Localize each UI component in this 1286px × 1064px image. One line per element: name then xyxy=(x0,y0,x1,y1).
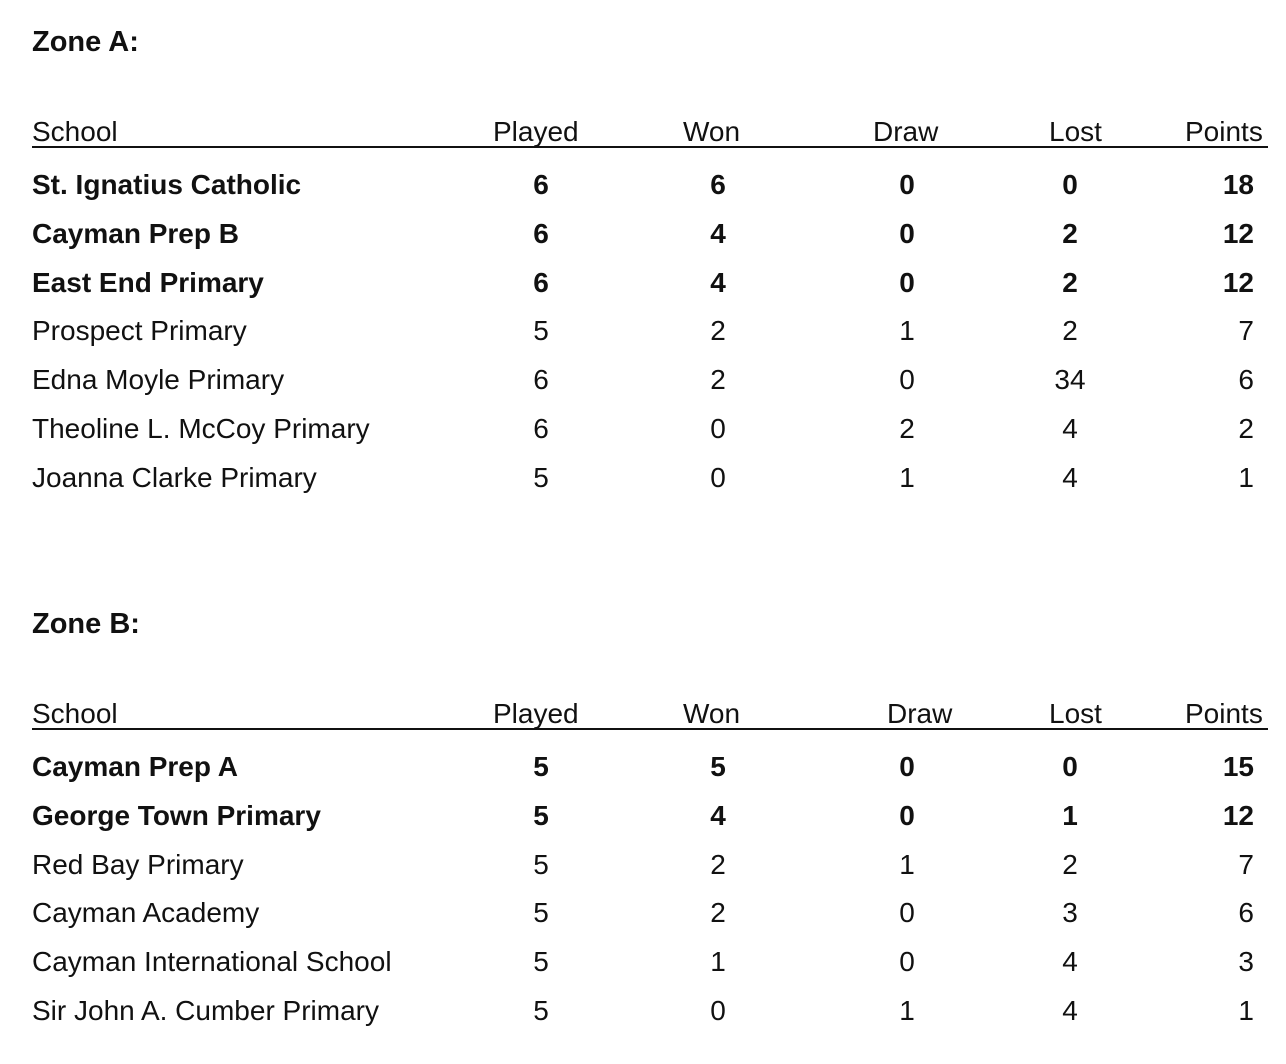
cell-played: 5 xyxy=(533,994,549,1026)
cell-won: 2 xyxy=(710,315,726,347)
cell-played: 6 xyxy=(533,364,549,396)
cell-won: 2 xyxy=(710,364,726,396)
cell-school: Sir John A. Cumber Primary xyxy=(32,994,379,1026)
cell-won: 2 xyxy=(710,897,726,929)
table-row xyxy=(32,743,1268,792)
cell-points: 3 xyxy=(1238,946,1254,978)
cell-won: 4 xyxy=(710,217,726,249)
cell-lost: 2 xyxy=(1062,848,1078,880)
header-played: Played xyxy=(493,698,579,729)
cell-points: 7 xyxy=(1238,315,1254,347)
table-row xyxy=(32,987,1268,1036)
cell-draw: 0 xyxy=(899,364,915,396)
cell-played: 5 xyxy=(533,946,549,978)
zone-b-title: Zone B: xyxy=(32,608,140,640)
cell-draw: 0 xyxy=(899,751,915,782)
cell-lost: 34 xyxy=(1054,364,1086,396)
cell-lost: 2 xyxy=(1062,266,1078,298)
cell-draw: 1 xyxy=(899,848,915,880)
table-row xyxy=(32,841,1268,890)
cell-played: 5 xyxy=(533,461,549,493)
cell-lost: 4 xyxy=(1062,412,1078,444)
cell-won: 4 xyxy=(710,799,726,831)
header-lost: Lost xyxy=(1049,698,1102,729)
cell-lost: 4 xyxy=(1062,946,1078,978)
cell-lost: 4 xyxy=(1062,994,1078,1026)
zone-b-rows xyxy=(32,743,1268,1036)
cell-played: 5 xyxy=(533,897,549,929)
zone-b-header-row xyxy=(32,696,1268,730)
cell-lost: 1 xyxy=(1062,799,1078,831)
cell-played: 6 xyxy=(533,169,549,200)
cell-school: St. Ignatius Catholic xyxy=(32,169,302,200)
cell-points: 18 xyxy=(1222,169,1254,200)
cell-school: Prospect Primary xyxy=(32,315,247,347)
cell-school: Cayman Prep A xyxy=(32,751,238,782)
cell-points: 1 xyxy=(1238,994,1254,1026)
cell-draw: 0 xyxy=(899,799,915,831)
cell-points: 1 xyxy=(1238,461,1254,493)
table-row xyxy=(32,210,1268,259)
cell-points: 12 xyxy=(1222,266,1254,298)
cell-won: 1 xyxy=(710,946,726,978)
cell-won: 6 xyxy=(710,169,726,200)
cell-played: 6 xyxy=(533,217,549,249)
cell-won: 2 xyxy=(710,848,726,880)
zone-a-rows xyxy=(32,161,1268,503)
header-draw: Draw xyxy=(873,116,939,147)
cell-draw: 1 xyxy=(899,994,915,1026)
cell-draw: 0 xyxy=(899,266,915,298)
cell-school: Cayman Academy xyxy=(32,897,260,929)
header-points: Points xyxy=(1185,698,1263,729)
table-row xyxy=(32,454,1268,503)
table-row xyxy=(32,889,1268,938)
cell-draw: 0 xyxy=(899,217,915,249)
header-won: Won xyxy=(683,698,741,729)
header-points: Points xyxy=(1185,116,1263,147)
cell-played: 6 xyxy=(533,412,549,444)
cell-school: George Town Primary xyxy=(32,799,321,831)
header-school: School xyxy=(32,116,118,147)
zone-b-standings-table xyxy=(32,696,1268,1036)
header-played: Played xyxy=(493,116,579,147)
cell-draw: 1 xyxy=(899,461,915,493)
cell-points: 2 xyxy=(1238,412,1254,444)
zone-a-header-row xyxy=(32,114,1268,148)
cell-school: Edna Moyle Primary xyxy=(32,364,285,396)
cell-lost: 0 xyxy=(1062,751,1078,782)
header-won: Won xyxy=(683,116,741,147)
cell-played: 5 xyxy=(533,751,549,782)
cell-points: 6 xyxy=(1238,897,1254,929)
cell-points: 12 xyxy=(1222,799,1254,831)
cell-draw: 2 xyxy=(899,412,915,444)
cell-draw: 0 xyxy=(899,897,915,929)
cell-points: 12 xyxy=(1222,217,1254,249)
cell-won: 0 xyxy=(710,461,726,493)
cell-played: 5 xyxy=(533,799,549,831)
table-row xyxy=(32,405,1268,454)
cell-school: Cayman Prep B xyxy=(32,217,239,249)
cell-lost: 0 xyxy=(1062,169,1078,200)
header-school: School xyxy=(32,698,118,729)
table-row xyxy=(32,161,1268,210)
table-row xyxy=(32,938,1268,987)
cell-won: 4 xyxy=(710,266,726,298)
cell-points: 15 xyxy=(1222,751,1254,782)
cell-draw: 1 xyxy=(899,315,915,347)
cell-won: 5 xyxy=(710,751,726,782)
table-row xyxy=(32,259,1268,308)
cell-lost: 2 xyxy=(1062,315,1078,347)
cell-points: 6 xyxy=(1238,364,1254,396)
cell-school: East End Primary xyxy=(32,266,264,298)
cell-school: Cayman International School xyxy=(32,946,392,978)
cell-played: 5 xyxy=(533,315,549,347)
table-row xyxy=(32,792,1268,841)
table-row xyxy=(32,356,1268,405)
cell-school: Red Bay Primary xyxy=(32,848,244,880)
cell-won: 0 xyxy=(710,994,726,1026)
cell-school: Joanna Clarke Primary xyxy=(32,461,317,493)
cell-school: Theoline L. McCoy Primary xyxy=(32,412,370,444)
header-draw: Draw xyxy=(887,698,953,729)
table-row xyxy=(32,307,1268,356)
cell-lost: 2 xyxy=(1062,217,1078,249)
cell-draw: 0 xyxy=(899,946,915,978)
cell-played: 6 xyxy=(533,266,549,298)
zone-a-standings-table xyxy=(32,114,1268,503)
cell-lost: 4 xyxy=(1062,461,1078,493)
cell-won: 0 xyxy=(710,412,726,444)
cell-played: 5 xyxy=(533,848,549,880)
cell-points: 7 xyxy=(1238,848,1254,880)
cell-draw: 0 xyxy=(899,169,915,200)
zone-a-title: Zone A: xyxy=(32,26,139,58)
header-lost: Lost xyxy=(1049,116,1102,147)
cell-lost: 3 xyxy=(1062,897,1078,929)
